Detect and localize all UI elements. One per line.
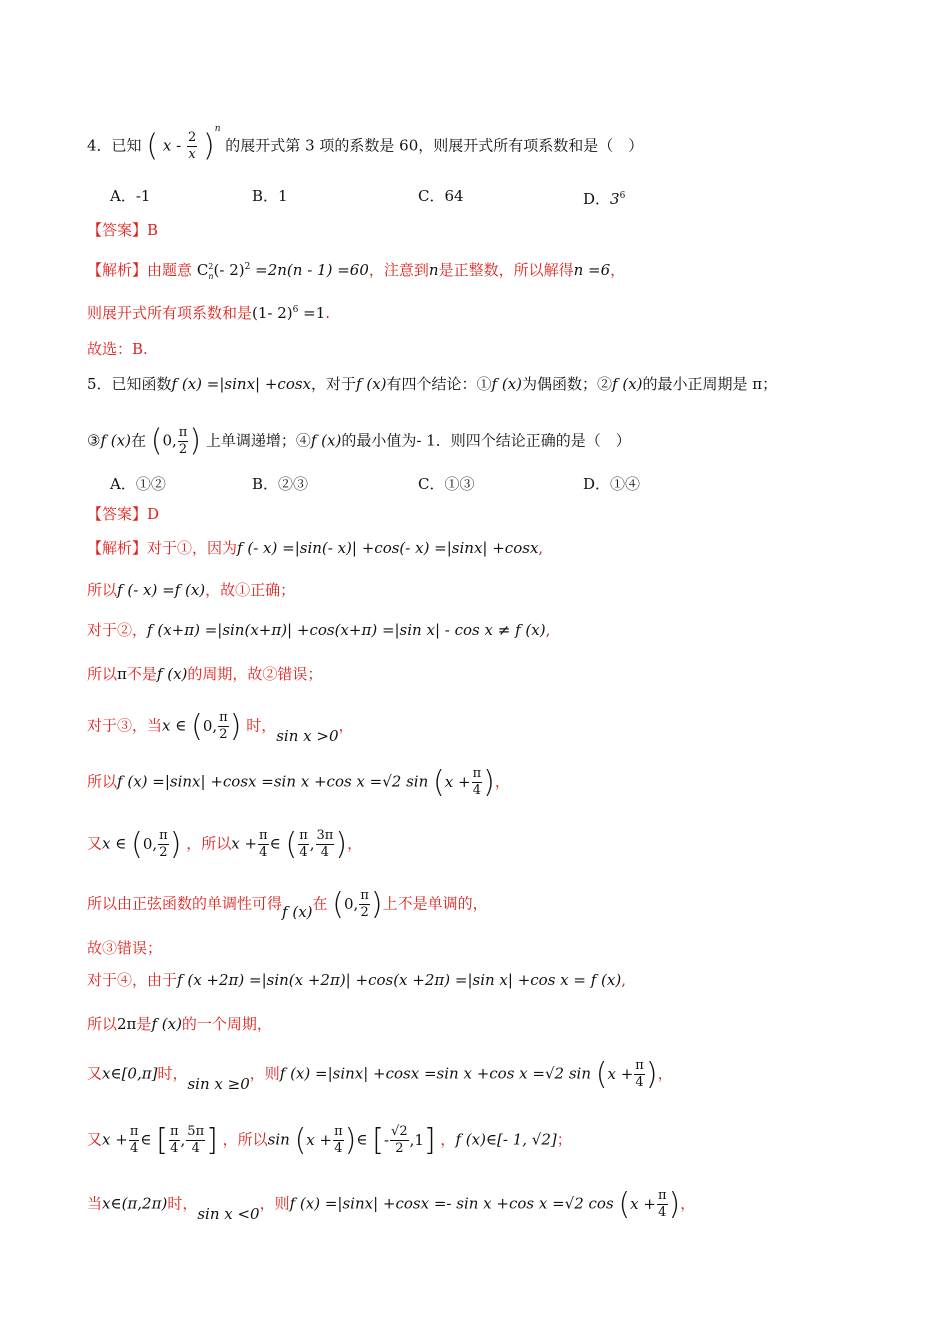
q5-analysis-4: 所以π不是f (x)的周期，故②错误； (87, 665, 323, 683)
q4-fraction: $\frac{2}{x}$ (187, 130, 197, 162)
q4-option-b[interactable]: B．1 (252, 187, 288, 205)
q5-option-b[interactable]: B．②③ (252, 475, 309, 493)
q4-exponent: n (214, 123, 221, 134)
q5-analysis-6: 所以f (x) =|sinx| +cosx =sin x +cos x =√2 sin (x + $\frac{\pi}{4}$ )， (87, 764, 510, 800)
q4-analysis-2: 则展开式所有项系数和是(1- 2)$^6$ =1. (87, 304, 331, 322)
q5-analysis-14: 当x∈(π,2π)时，sin x <0，则f (x) =|sinx| +cosx =- sin x +cos x =√2 cos (x + $\frac{\pi}{4}$ )， (87, 1186, 696, 1223)
q5-option-c[interactable]: C．①③ (418, 475, 475, 493)
q5-analysis-10: 对于④，由于f (x +2π) =|sin(x +2π)| +cos(x +2π) =|sin x| +cos x = f (x), (87, 971, 626, 989)
q5-analysis-9: 故③错误； (87, 939, 163, 957)
paren-right: ) (203, 128, 215, 164)
q5-stem-line2: ③f (x)在 (0, $\frac{\pi}{2}$ ) 上单调递增；④f (x)的最小值为- 1．则四个结论正确的是（ ） (87, 423, 631, 459)
q4-expr-minus: - (176, 136, 182, 155)
q5-stem-line1: 5．已知函数f (x) =|sinx| +cosx，对于f (x)有四个结论：①f (x)为偶函数；②f (x)的最小正周期是 π； (87, 375, 778, 393)
q5-analysis-11: 所以2π是f (x)的一个周期， (87, 1015, 272, 1033)
q5-analysis-8: 所以由正弦函数的单调性可得f (x)在 (0, $\frac{\pi}{2}$ )上不是单调的， (87, 886, 488, 922)
q4-expr-x: x (162, 136, 172, 155)
q5-option-a[interactable]: A．①② (110, 475, 166, 493)
q4-suffix: 的展开式第 3 项的系数是 60，则展开式所有项系数和是（ ） (225, 136, 644, 155)
q5-analysis-2: 所以f (- x) =f (x)，故①正确； (87, 581, 296, 599)
q4-answer: 【答案】B (87, 221, 159, 239)
q5-analysis-12: 又x∈[0,π]时，sin x ≥0，则f (x) =|sinx| +cosx =sin x +cos x =√2 sin (x + $\frac{\pi}{4}$ )， (87, 1056, 673, 1093)
q4-prefix: 4．已知 (87, 136, 142, 155)
q4-option-d[interactable]: D．$3^6$ (583, 190, 626, 208)
q5-analysis-3: 对于②，f (x+π) =|sin(x+π)| +cos(x+π) =|sin x| - cos x ≠ f (x), (87, 621, 551, 639)
q5-analysis-13: 又x + $\frac{\pi}{4}$ ∈ [ $\frac{\pi}{4}$ , $\frac{5\pi}{4}$ ] ，所以sin (x + $\frac{\pi}{4}$ )∈ [- $\frac{√2}{2}$ ,1] ，f (x)∈[- 1, √2]； (87, 1122, 572, 1158)
q5-analysis-1: 【解析】对于①，因为f (- x) =|sin(- x)| +cos(- x) =|sinx| +cosx, (87, 539, 544, 557)
q5-analysis-5: 对于③，当x ∈ (0, $\frac{\pi}{2}$ ) 时，sin x >0， (87, 708, 354, 745)
q4-conclusion: 故选：B. (87, 340, 148, 358)
q4-stem (87, 123, 644, 164)
q4-option-a[interactable]: A．-1 (110, 187, 151, 205)
q4-option-c[interactable]: C．64 (418, 187, 464, 205)
q5-option-d[interactable]: D．①④ (583, 475, 641, 493)
q5-analysis-7: 又x ∈ (0, $\frac{\pi}{2}$ ) ，所以x + $\frac{\pi}{4}$ ∈ ( $\frac{\pi}{4}$ , $\frac{3\pi}{4}$ )， (87, 826, 363, 862)
paren-left: ( (146, 128, 159, 164)
q4-analysis-1: 【解析】由题意 $C^2_n(-$ 2)$^2$ =2n(n - 1) =60，注意到n是正整数，所以解得n =6， (87, 261, 626, 281)
q5-answer: 【答案】D (87, 505, 160, 523)
